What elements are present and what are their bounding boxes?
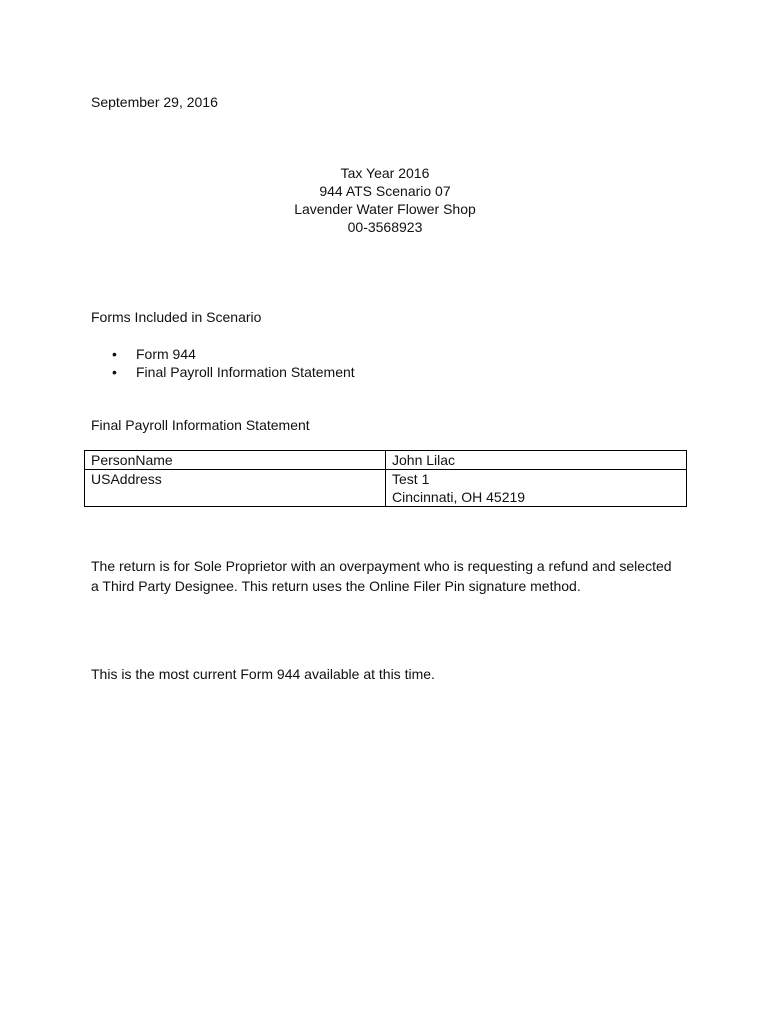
payroll-info-table xyxy=(84,450,687,507)
tax-year: Tax Year 2016 xyxy=(340,165,430,181)
table-row xyxy=(85,451,687,470)
address-line-2: Cincinnati, OH 45219 xyxy=(392,489,526,505)
bullet-icon: • xyxy=(112,346,117,362)
address-line-1: Test 1 xyxy=(392,471,430,487)
table-cell-value xyxy=(386,470,687,507)
table-cell-key: PersonName xyxy=(85,451,386,470)
table-cell-value xyxy=(386,451,687,470)
ein-number: 00-3568923 xyxy=(347,219,423,235)
return-description-paragraph: The return is for Sole Proprietor with an overpayment who is requesting a refund and selected a Third Party Designee. This return uses the Online Filer Pin signature method. xyxy=(91,558,672,594)
list-item xyxy=(91,345,355,363)
table-row xyxy=(85,470,687,507)
list-item xyxy=(91,363,355,381)
scenario-header xyxy=(0,164,770,236)
bullet-icon: • xyxy=(112,364,117,380)
table-cell-key: USAddress xyxy=(85,470,386,507)
forms-list xyxy=(91,345,355,381)
form-availability-paragraph: This is the most current Form 944 available at this time. xyxy=(91,666,435,682)
business-name: Lavender Water Flower Shop xyxy=(294,201,476,217)
forms-section-title: Forms Included in Scenario xyxy=(91,309,262,325)
person-name-value: John Lilac xyxy=(392,452,456,468)
statement-section-title: Final Payroll Information Statement xyxy=(91,417,310,433)
form-label: Form 944 xyxy=(136,346,196,362)
form-label: Final Payroll Information Statement xyxy=(136,364,355,380)
scenario-name: 944 ATS Scenario 07 xyxy=(319,183,451,199)
document-date: September 29, 2016 xyxy=(91,94,218,110)
